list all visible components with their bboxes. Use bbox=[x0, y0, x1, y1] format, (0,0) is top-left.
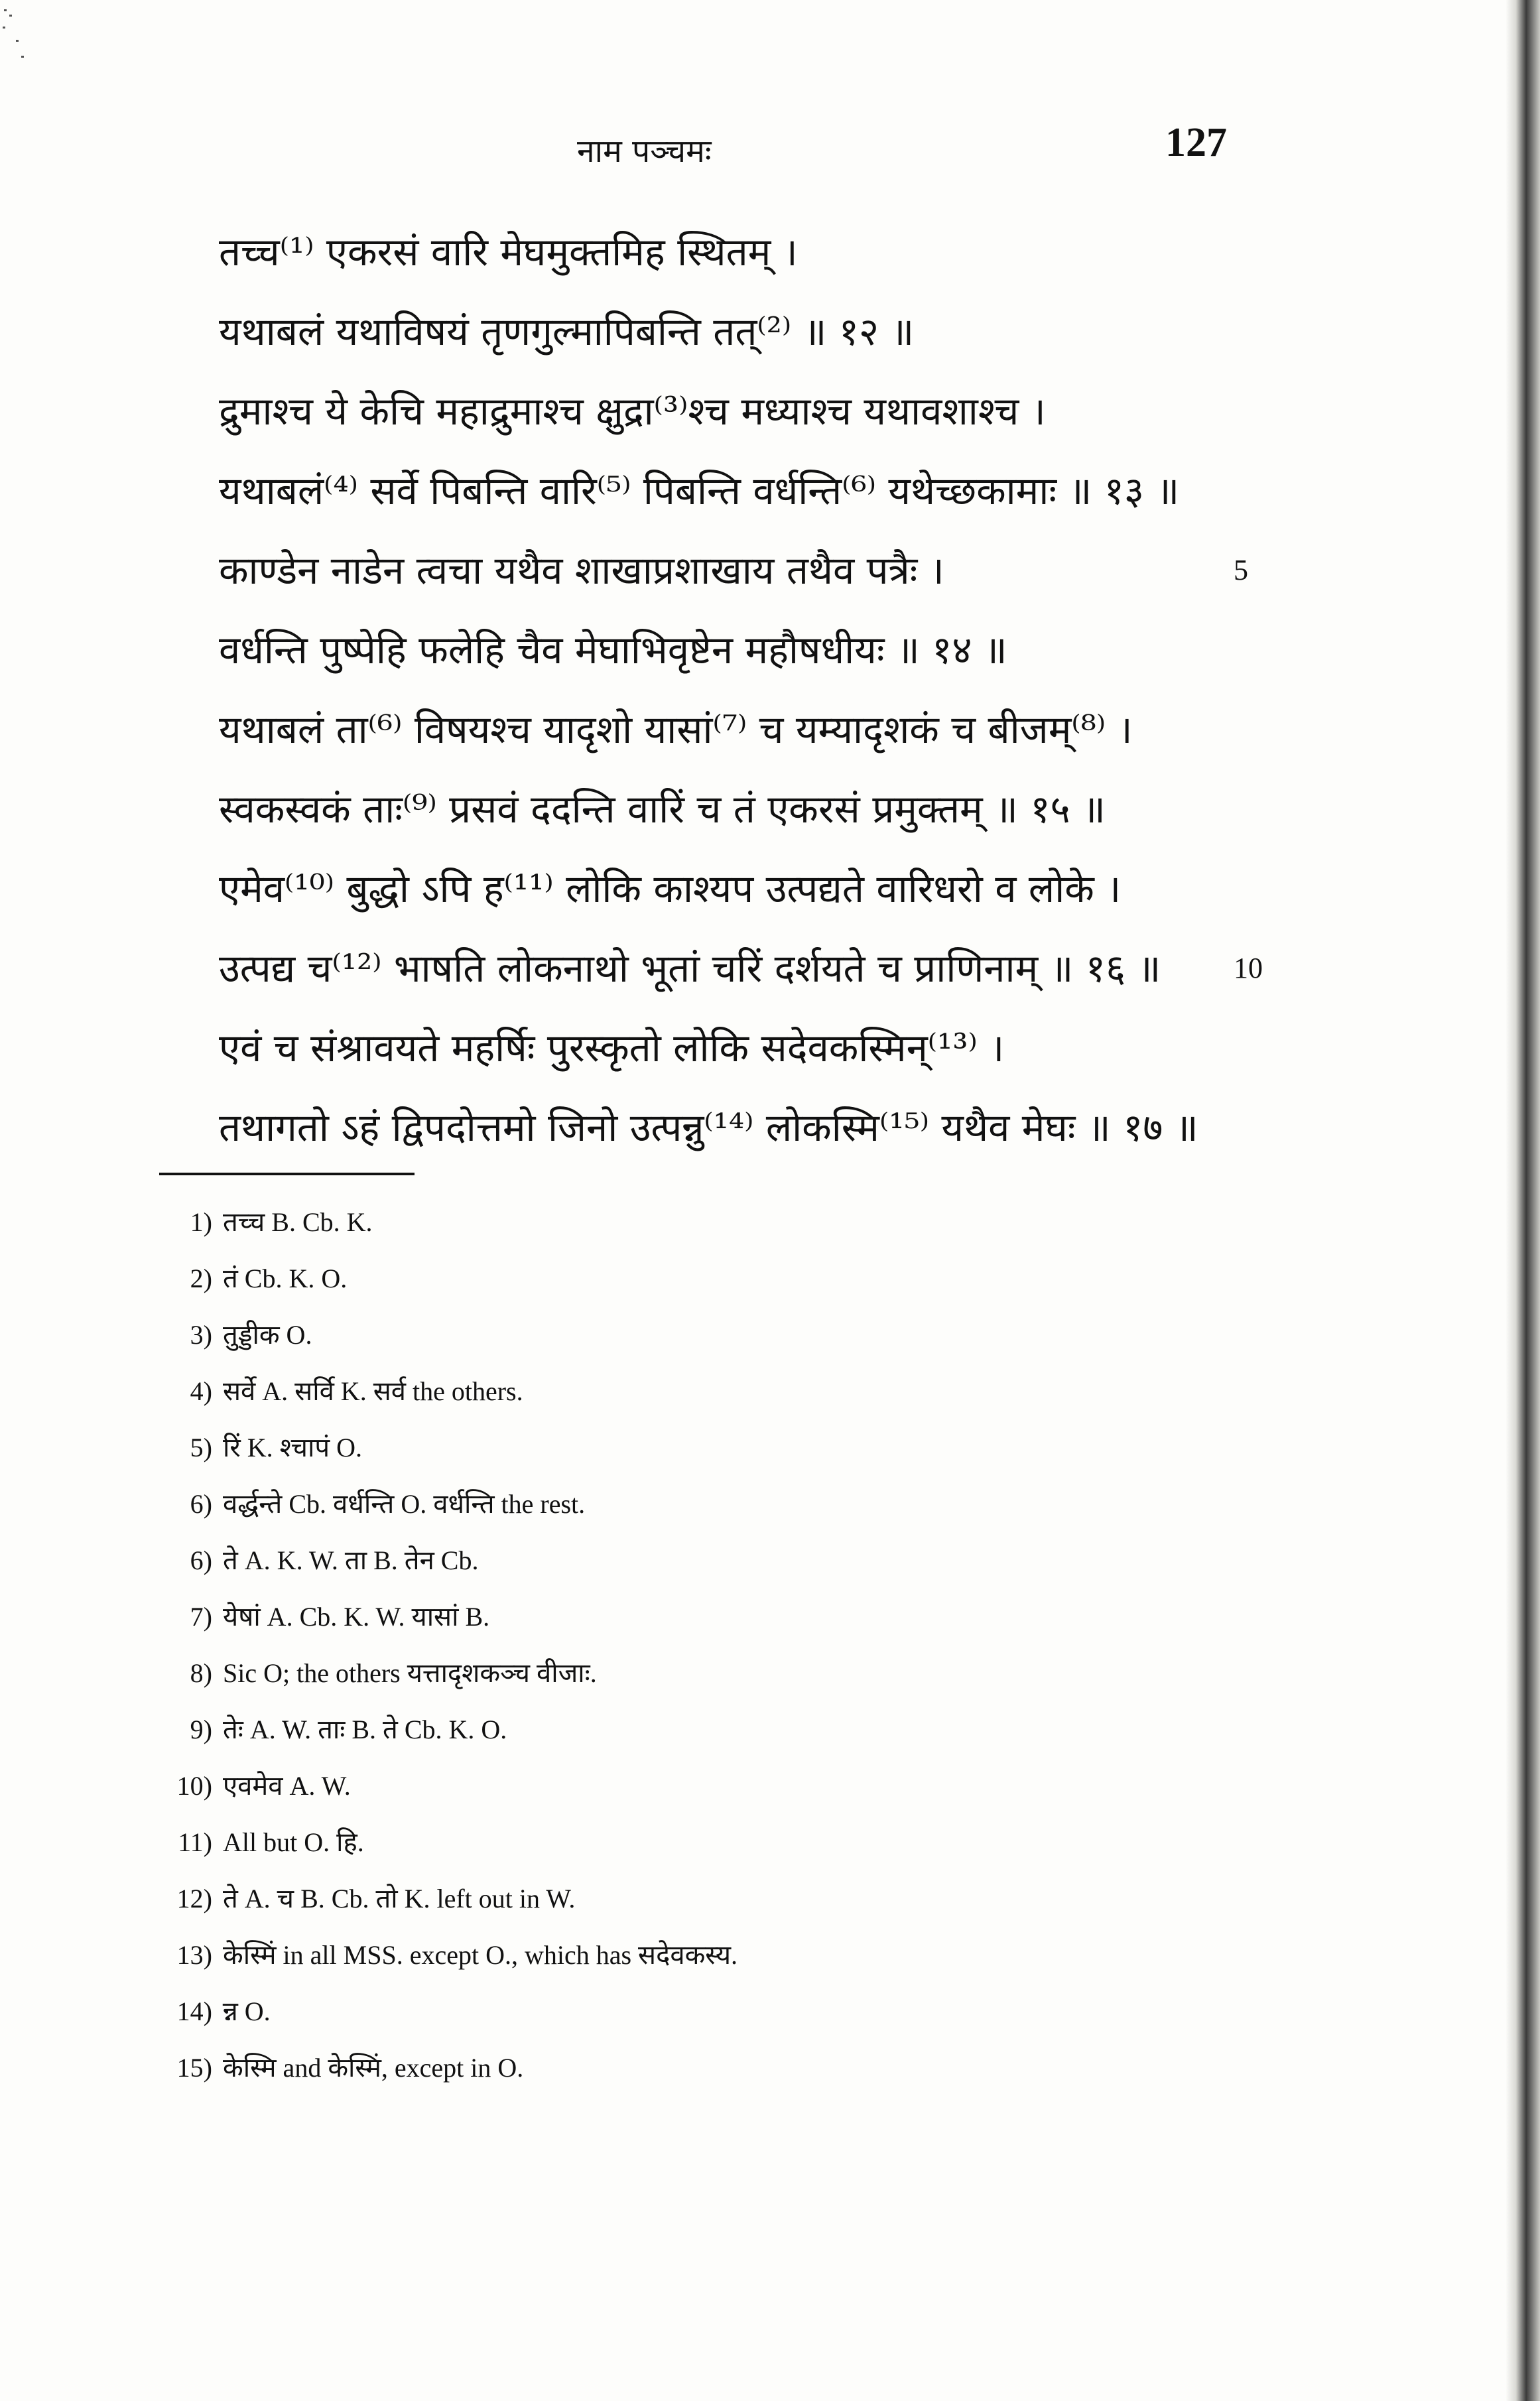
footnote: 9) तेः A. W. ताः B. ते Cb. K. O. bbox=[190, 1715, 507, 1744]
verse-line: एमेव⁽¹⁰⁾ बुद्धो ऽपि ह⁽¹¹⁾ लोकि काश्यप उत्पद्यते वारिधरो व लोके । bbox=[219, 866, 1122, 911]
footnote: 6) ते A. K. W. ता B. तेन Cb. bbox=[190, 1545, 479, 1575]
corner-specks bbox=[0, 0, 33, 80]
footnote: 7) येषां A. Cb. K. W. यासां B. bbox=[190, 1602, 490, 1632]
line-number: 10 bbox=[1234, 952, 1263, 984]
footnote: 14) न्न O. bbox=[176, 1996, 271, 2026]
verse-line: काण्डेन नाडेन त्वचा यथैव शाखाप्रशाखाय तथैव पत्रैः । 5 bbox=[219, 531, 1373, 610]
verse-line: यथाबलं ता⁽⁶⁾ विषयश्च यादृशो यासां⁽⁷⁾ च यम्यादृशकं च बीजम्⁽⁸⁾ । bbox=[219, 707, 1133, 752]
footnote: 1) तच्च B. Cb. K. bbox=[190, 1207, 373, 1237]
footnote: 11) All but O. हि. bbox=[178, 1827, 364, 1857]
verse-line: तच्च⁽¹⁾ एकरसं वारि मेघमुक्तमिह स्थितम् । bbox=[219, 229, 798, 275]
page-binding-edge bbox=[1506, 0, 1540, 2401]
footnote: 3) तुड्डीक O. bbox=[190, 1320, 312, 1350]
footnote-rule bbox=[159, 1173, 415, 1175]
verse-line: वर्धन्ति पुष्पेहि फलेहि चैव मेघाभिवृष्टेन महौषधीयः ॥ १४ ॥ bbox=[219, 627, 1007, 673]
verse-line: एवं च संश्रावयते महर्षिः पुरस्कृतो लोकि सदेवकस्मिन्⁽¹³⁾ । bbox=[219, 1025, 1005, 1071]
line-number: 5 bbox=[1234, 554, 1248, 586]
verse-block bbox=[219, 212, 1373, 1167]
footnote: 6) वर्द्धन्ते Cb. वर्धन्ति O. वर्धन्ति the rest. bbox=[190, 1489, 586, 1519]
verse-line: स्वकस्वकं ताः⁽⁹⁾ प्रसवं ददन्ति वारिं च तं एकरसं प्रमुक्तम् ॥ १५ ॥ bbox=[219, 787, 1106, 832]
running-head: नाम पञ्चमः bbox=[577, 133, 712, 170]
verse-line: उत्पद्य च⁽¹²⁾ भाषति लोकनाथो भूतां चरिं दर्शयते च प्राणिनाम् ॥ १६ ॥ 10 bbox=[219, 929, 1373, 1008]
footnote: 2) तं Cb. K. O. bbox=[190, 1264, 348, 1293]
verse-line: द्रुमाश्च ये केचि महाद्रुमाश्च क्षुद्रा⁽³⁾श्च मध्याश्च यथावशाश्च । bbox=[219, 389, 1046, 434]
verse-line: यथाबलं⁽⁴⁾ सर्वे पिबन्ति वारि⁽⁵⁾ पिबन्ति वर्धन्ति⁽⁶⁾ यथेच्छकामाः ॥ १३ ॥ bbox=[219, 468, 1180, 513]
footnote: 10) एवमेव A. W. bbox=[176, 1771, 351, 1801]
page-header bbox=[219, 119, 1227, 186]
verse-line: तथागतो ऽहं द्विपदोत्तमो जिनो उत्पन्नु⁽¹⁴⁾ लोकस्मि⁽¹⁵⁾ यथैव मेघः ॥ १७ ॥ bbox=[219, 1105, 1198, 1150]
footnote: 12) ते A. च B. Cb. तो K. left out in W. bbox=[176, 1884, 576, 1914]
footnote: 5) रिं K. श्चापं O. bbox=[190, 1433, 362, 1462]
footnote: 15) केस्मि and केस्मिं, except in O. bbox=[176, 2053, 524, 2083]
verse-line: यथाबलं यथाविषयं तृणगुल्मापिबन्ति तत्⁽²⁾ ॥ १२ ॥ bbox=[219, 309, 915, 354]
footnote: 8) Sic O; the others यत्तादृशकञ्च वीजाः. bbox=[190, 1658, 597, 1688]
page-number: 127 bbox=[1165, 120, 1227, 165]
footnote: 13) केस्मिं in all MSS. except O., which has सदेवकस्य. bbox=[176, 1940, 738, 1970]
footnotes bbox=[159, 1194, 1088, 2096]
footnote: 4) सर्वे A. सर्वि K. सर्व the others. bbox=[190, 1376, 523, 1406]
